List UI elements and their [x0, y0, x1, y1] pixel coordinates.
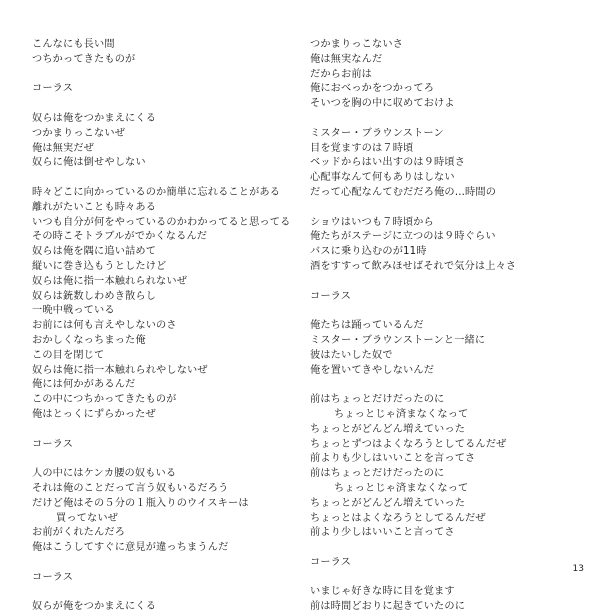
- lyric-line: 俺はとっくにずらかったぜ: [32, 408, 156, 420]
- lyric-line: ミスター・ブラウンストーン: [310, 127, 444, 139]
- lyric-line: ちょっとじゃ済まなくなって: [334, 408, 469, 420]
- blank-line: [310, 304, 580, 319]
- lyric-line: いまじゃ好きな時に目を覚ます: [310, 586, 455, 598]
- lyric-line: こんなにも長い間: [32, 39, 115, 50]
- lyrics-left-column: [32, 38, 302, 615]
- lyric-line: 前は時間どおりに起きていたのに: [310, 601, 466, 613]
- lyric-line: だって心配なんてむだだろ俺の…時間の: [310, 186, 497, 198]
- lyric-line: 時々どこに向かっているのか簡単に忘れることがある: [32, 186, 281, 198]
- blank-line: [310, 541, 580, 556]
- lyric-line: つかまりっこないさ: [310, 39, 404, 50]
- blank-line: [310, 201, 580, 216]
- lyric-line: 俺は無実だぜ: [32, 142, 95, 154]
- lyric-line: そいつを胸の中に収めておけよ: [310, 98, 455, 110]
- lyric-line: コーラス: [32, 438, 74, 450]
- blank-line: [310, 571, 580, 586]
- lyric-line: 目を覚ますのは７時頃: [310, 142, 414, 154]
- lyric-line: 俺は無実なんだ: [310, 53, 383, 65]
- lyric-line: 俺を置いてきやしないんだ: [310, 364, 435, 376]
- lyric-line: ショウはいつも７時頃から: [310, 216, 434, 228]
- blank-line: [32, 171, 302, 186]
- lyric-line: ちょっとはよくなろうとしてるんだぜ: [310, 512, 486, 524]
- lyric-line: 奴らは銃数しわめき散らし: [32, 290, 157, 302]
- lyric-line: 一晩中戦っている: [32, 305, 115, 317]
- lyric-line: 奴らに俺は倒せやしない: [32, 157, 146, 169]
- lyric-line: つかまりっこないぜ: [32, 127, 126, 139]
- lyric-line: ちょっとがどんどん増えていった: [310, 423, 466, 435]
- lyric-line: 酒をすすって飲みほせばそれで気分は上々さ: [310, 260, 517, 272]
- lyric-line: 縦いに巻き込もうとしたけど: [32, 260, 167, 272]
- blank-line: [32, 97, 302, 112]
- lyric-line: 奴らは俺に指一本触れられないぜ: [32, 275, 188, 287]
- lyric-line: だからお前は: [310, 68, 373, 80]
- lyric-line: この目を閉じて: [32, 349, 105, 361]
- lyric-line: 人の中にはケンカ腰の奴もいる: [32, 468, 177, 480]
- lyric-line: お前がくれたんだろ: [32, 527, 126, 539]
- blank-line: [32, 452, 302, 467]
- lyric-line: この中につちかってきたものが: [32, 394, 177, 406]
- lyric-line: 俺はこうしてすぐに意見が違っちまうんだ: [32, 542, 229, 554]
- page-number: 13: [572, 564, 584, 574]
- lyric-line: 心配事なんて何もありはしない: [310, 172, 455, 184]
- lyric-line: コーラス: [310, 290, 352, 302]
- lyric-line: おかしくなっちまった俺: [32, 334, 146, 346]
- lyric-line: 奴らは俺に指一本触れられやしないぜ: [32, 364, 208, 376]
- lyric-line: それは俺のことだって言う奴もいるだろう: [32, 482, 229, 494]
- blank-line: [310, 378, 580, 393]
- lyric-line: 奴らは俺をつかまえにくる: [32, 112, 157, 124]
- lyric-line: 前よりも少しはいいことを言ってさ: [310, 453, 476, 465]
- lyric-line: コーラス: [32, 571, 74, 583]
- lyric-line: ちょっとがどんどん増えていった: [310, 497, 466, 509]
- blank-line: [32, 68, 302, 83]
- blank-line: [32, 556, 302, 571]
- lyric-line: だけど俺はその５分の１瓶入りのウイスキーは: [32, 497, 249, 509]
- lyric-line: ちょっとずつはよくなろうとしてるんだぜ: [310, 438, 507, 450]
- blank-line: [310, 112, 580, 127]
- lyric-line: 奴らが俺をつかまえにくる: [32, 601, 157, 613]
- lyric-line: 俺におべっかをつかってろ: [310, 83, 435, 95]
- lyrics-right-column: [310, 38, 580, 615]
- lyric-line: 奴らは俺を隅に追い詰めて: [32, 246, 157, 258]
- lyric-line: お前には何も言えやしないのさ: [32, 320, 177, 332]
- lyric-line: 買ってないぜ: [56, 512, 119, 524]
- lyric-line: 俺たちがステージに立つのは９時ぐらい: [310, 231, 496, 243]
- lyric-line: ちょっとじゃ済まなくなって: [334, 482, 469, 494]
- lyric-line: コーラス: [32, 83, 74, 95]
- lyric-line: 離れがたいことも時々ある: [32, 201, 157, 213]
- lyric-line: ベッドからはい出すのは９時頃さ: [310, 157, 466, 169]
- lyric-line: 俺たちは踊っているんだ: [310, 320, 424, 332]
- lyric-line: その時こそトラブルがでかくなるんだ: [32, 231, 208, 243]
- blank-line: [310, 275, 580, 290]
- lyric-line: バスに乗り込むのが11時: [310, 246, 427, 258]
- lyric-line: いつも自分が何をやっているのかわかってると思ってる: [32, 216, 291, 228]
- lyric-line: ミスター・ブラウンストーンと一緒に: [310, 334, 486, 346]
- blank-line: [32, 423, 302, 438]
- lyric-line: 俺には何かがあるんだ: [32, 379, 136, 391]
- lyric-line: つちかってきたものが: [32, 53, 136, 65]
- blank-line: [32, 585, 302, 600]
- lyric-line: 前はちょっとだけだったのに: [310, 394, 445, 406]
- lyric-line: 前はちょっとだけだったのに: [310, 468, 445, 480]
- lyric-line: 彼はたいした奴で: [310, 349, 393, 361]
- lyric-line: コーラス: [310, 556, 352, 568]
- lyric-line: 前より少しはいいこと言ってさ: [310, 527, 455, 539]
